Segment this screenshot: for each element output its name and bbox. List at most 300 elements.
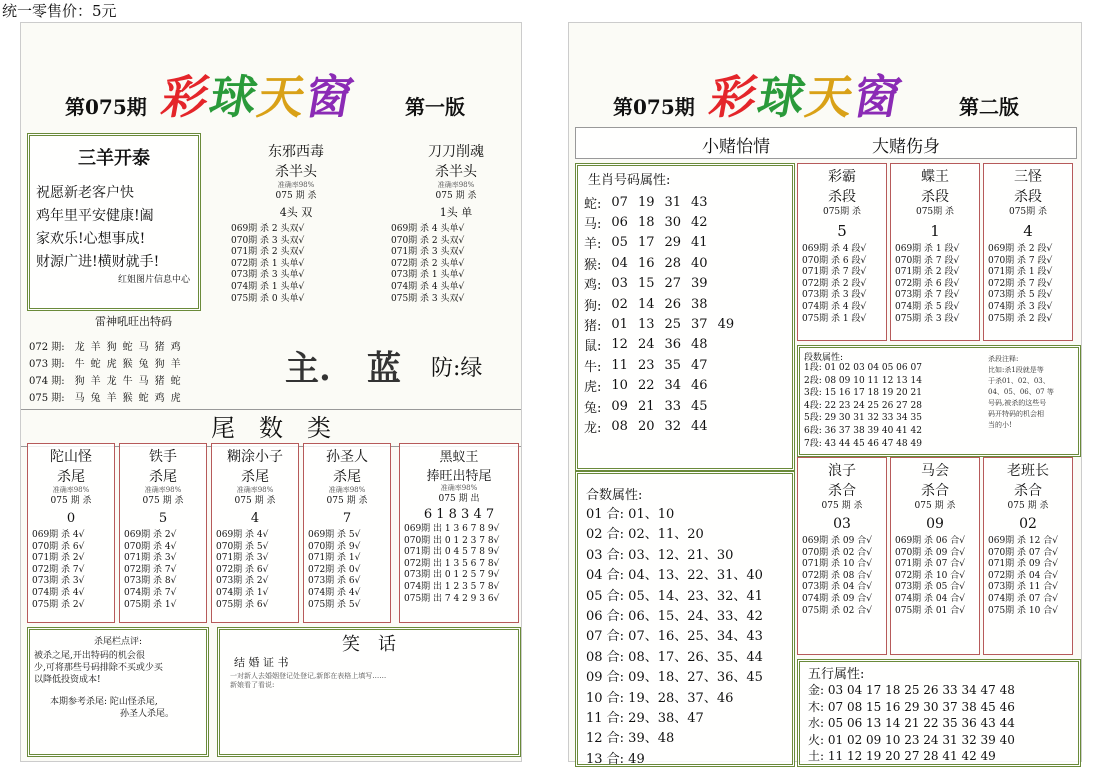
panel-accuracy: 准确率98% [236, 486, 274, 494]
zodiac-row [584, 294, 744, 314]
zodiac-cell: 鼠: [584, 339, 602, 355]
zodiac-cell: 羊: [584, 237, 602, 253]
history-row: 072期 杀 6√ [216, 564, 269, 575]
segment-note [988, 354, 1074, 431]
note-line: 码开特码的机会相 [988, 410, 1044, 418]
history-row: 071期 杀 3 头双√ [391, 247, 465, 258]
panel-name: 糊涂小子 [227, 449, 283, 465]
greeting-line: 财源广进!横财就手! [36, 254, 160, 270]
panel-accuracy: 准确率98% [52, 486, 90, 494]
history-row: 071期 杀 7 段√ [802, 267, 867, 278]
panel-prediction: 0 [66, 511, 76, 526]
history-row: 070期 杀 4√ [124, 541, 177, 552]
wuxing-row: 土: 11 12 19 20 27 28 41 42 49 [808, 749, 996, 763]
kdr-head: 075 期 杀 [435, 191, 477, 201]
kdr-name: 刀刀削魂 [428, 144, 484, 160]
zodiac-cell: 48 [691, 337, 708, 353]
zodiac-cell: 44 [691, 418, 708, 434]
ksl-accuracy: 准确率98% [277, 181, 315, 189]
thunder-cell: 虎 [170, 393, 181, 404]
comment-line: 以降低投资成本! [34, 675, 101, 685]
panel-accuracy: 准确率98% [144, 486, 182, 494]
history-row: 075期 杀 10 合√ [988, 605, 1058, 616]
history-row: 072期 出 1 3 5 6 7 8√ [404, 558, 500, 569]
wuxing-row: 火: 01 02 09 10 23 24 31 32 39 40 [808, 732, 1015, 747]
zodiac-cell: 猴: [584, 257, 602, 273]
panel-prediction: 02 [1019, 516, 1037, 532]
zodiac-cell [718, 396, 745, 416]
zodiac-cell: 49 [717, 317, 735, 333]
history-row: 069期 杀 5√ [308, 530, 361, 540]
segment-row: 1段: 01 02 03 04 05 06 07 [804, 363, 922, 373]
guard-color: 防:绿 [431, 356, 483, 381]
history-row: 074期 杀 4 头单√ [391, 281, 465, 292]
he-row: 06 合: 06、15、24、33、42 [586, 609, 763, 625]
history-row: 071期 杀 1√ [308, 553, 361, 564]
he-row: 07 合: 07、16、25、34、43 [586, 629, 763, 645]
history-row: 075期 杀 02 合√ [802, 605, 872, 616]
panel-history [304, 530, 390, 611]
history-row: 070期 杀 7 段√ [895, 255, 960, 266]
panel-type: 杀合 [921, 483, 949, 499]
zodiac-cell: 18 [637, 215, 655, 231]
zodiac-cell: 16 [637, 255, 655, 271]
thunder-row [29, 337, 187, 354]
panel-type: 杀尾 [241, 469, 269, 485]
he-row: 05 合: 05、14、23、32、41 [586, 588, 763, 604]
history-row: 070期 杀 6 段√ [802, 255, 867, 266]
history-row: 070期 杀 09 合√ [895, 547, 965, 558]
greeting-line: 家欢乐!心想事成! [36, 231, 146, 247]
history-row: 074期 杀 07 合√ [988, 593, 1058, 604]
thunder-cell: 狗 [74, 376, 85, 387]
zodiac-row [584, 314, 744, 334]
comment-line: 被杀之尾,开出特码的机会很 [34, 651, 145, 661]
history-row: 071期 杀 3√ [124, 553, 177, 564]
thunder-cell: 073 期: [29, 359, 65, 370]
history-row: 069期 杀 4√ [32, 530, 85, 540]
panel-history [798, 244, 886, 325]
zodiac-row [584, 355, 744, 375]
zodiac-cell: 19 [637, 194, 655, 210]
kill-panel [119, 443, 207, 623]
zodiac-row [584, 335, 744, 355]
segment-row: 2段: 08 09 10 11 12 13 14 [804, 375, 922, 386]
history-row: 075期 杀 2 段√ [988, 313, 1053, 324]
slogan-banner [575, 127, 1077, 159]
zodiac-row [584, 416, 744, 436]
panel-type: 杀段 [921, 189, 949, 205]
wuxing-row: 木: 07 08 15 16 29 30 37 38 45 46 [808, 699, 1015, 714]
thunder-title: 雷神吼旺出特码 [95, 315, 172, 328]
zodiac-cell [718, 294, 745, 314]
history-row: 074期 杀 7√ [124, 587, 177, 598]
zodiac-cell: 38 [691, 296, 708, 312]
panel-name: 彩霸 [828, 169, 856, 185]
history-row: 073期 出 0 1 2 5 7 9√ [404, 570, 500, 581]
thunder-cell: 羊 [90, 342, 101, 353]
panel-prediction: 5 [158, 511, 168, 526]
note-line: 号码,被杀的这些号 [988, 399, 1047, 407]
zodiac-cell: 11 [611, 357, 628, 373]
he-row: 09 合: 09、18、27、36、45 [586, 670, 763, 686]
history-row: 074期 杀 4√ [32, 587, 85, 598]
wuxing-rows [808, 682, 1078, 765]
blackant-history [400, 524, 518, 605]
history-row: 071期 杀 09 合√ [988, 559, 1058, 570]
zodiac-cell: 牛: [584, 359, 602, 375]
greeting-credit: 红姐图片信息中心 [117, 275, 190, 285]
wuxing-box [797, 659, 1081, 767]
history-row: 073期 杀 11 合√ [988, 582, 1058, 593]
segment-row: 4段: 22 23 24 25 26 27 28 [804, 400, 922, 411]
history-row: 074期 杀 4√ [308, 587, 361, 598]
thunder-cell: 兔 [138, 359, 149, 370]
edition-label-right: 第二版 [959, 95, 1019, 119]
zodiac-cell: 43 [691, 194, 708, 210]
panel-type: 杀尾 [57, 469, 85, 485]
panel-head: 075期 杀 [915, 207, 955, 217]
zodiac-row [584, 192, 744, 212]
panel-head: 075期 杀 [822, 207, 862, 217]
blackant-panel [399, 443, 519, 623]
history-row: 075期 杀 6√ [216, 599, 269, 610]
thunder-cell: 蛇 [138, 393, 149, 404]
thunder-cell: 猴 [122, 359, 133, 370]
zodiac-cell: 30 [664, 215, 682, 231]
history-row: 075期 杀 3 头双√ [391, 293, 465, 304]
panel-name: 蝶王 [921, 169, 949, 185]
zodiac-cell: 15 [637, 276, 655, 292]
panel-prediction: 1 [930, 222, 940, 240]
history-row: 073期 杀 04 合√ [802, 582, 872, 593]
panel-accuracy: 准确率98% [328, 486, 366, 494]
panel-history [891, 536, 979, 617]
history-row: 075期 杀 01 合√ [895, 605, 965, 616]
zodiac-cell: 20 [637, 418, 655, 434]
panel-history [28, 530, 114, 611]
panel-name: 陀山怪 [50, 449, 92, 465]
panel-name: 浪子 [828, 463, 856, 479]
joke-title: 笑 话 [342, 634, 396, 655]
thunder-cell: 羊 [90, 376, 101, 387]
panel-type: 杀尾 [149, 469, 177, 485]
thunder-cell: 蛇 [170, 376, 181, 387]
thunder-cell: 龙 [106, 376, 117, 387]
note-line: 于杀01、02、03、 [988, 377, 1050, 385]
he-row: 10 合: 19、28、37、46 [586, 690, 734, 706]
panel-type: 杀段 [828, 189, 856, 205]
thunder-row [29, 388, 187, 405]
zodiac-cell: 36 [664, 337, 682, 353]
thunder-row [29, 354, 187, 371]
note-line: 比如:杀1段就是等 [988, 366, 1044, 374]
kill-panel [303, 443, 391, 623]
thunder-cell: 074 期: [29, 376, 65, 387]
joke-text: 新娘看了看说: [230, 681, 275, 689]
history-row: 074期 出 1 2 3 5 7 8√ [404, 581, 500, 592]
history-row: 074期 杀 04 合√ [895, 593, 965, 604]
panel-prediction: 7 [342, 511, 352, 526]
zodiac-cell [718, 212, 745, 232]
zodiac-cell: 22 [637, 378, 655, 394]
history-row: 071期 杀 3√ [216, 553, 269, 564]
joke-text: 一对新人去婚姻登记处登记,新郎在表格上填写…… [230, 672, 387, 680]
thunder-cell: 马 [74, 393, 85, 404]
history-row: 070期 出 0 1 2 3 7 8√ [404, 535, 500, 546]
segment-info-title: 段数属性: [804, 353, 844, 363]
zodiac-row [584, 212, 744, 232]
panel-type: 杀合 [1014, 483, 1042, 499]
zodiac-cell: 08 [611, 418, 628, 434]
thunder-cell: 羊 [106, 393, 117, 404]
he-row: 12 合: 39、48 [586, 731, 675, 747]
comment-box [27, 627, 209, 757]
thunder-cell: 虎 [106, 359, 117, 370]
thunder-cell: 羊 [170, 359, 181, 370]
history-row: 070期 杀 2 头双√ [391, 235, 465, 246]
panel-prediction: 09 [926, 516, 944, 532]
history-row: 075期 出 7 4 2 9 3 6√ [404, 593, 500, 604]
history-row: 070期 杀 07 合√ [988, 547, 1058, 558]
panel-history [212, 530, 298, 611]
ksl-history [231, 224, 361, 305]
he-row: 04 合: 04、13、22、31、40 [586, 568, 763, 584]
blackant-accuracy: 准确率98% [440, 484, 478, 492]
zodiac-cell: 29 [664, 235, 682, 251]
logo-char: 球 [205, 70, 264, 124]
he-row: 02 合: 02、11、20 [586, 527, 704, 543]
zodiac-cell: 24 [637, 337, 655, 353]
history-row: 072期 杀 2 段√ [802, 278, 867, 289]
panel-prediction: 4 [1023, 222, 1033, 240]
zodiac-cell: 10 [611, 378, 628, 394]
history-row: 071期 杀 07 合√ [895, 559, 965, 570]
page-two [568, 22, 1082, 767]
history-row: 074期 杀 1 头单√ [231, 281, 305, 292]
kill-panel [983, 457, 1073, 655]
panel-type: 杀尾 [333, 469, 361, 485]
thunder-cell: 鸡 [154, 393, 165, 404]
zodiac-cell: 12 [611, 337, 628, 353]
history-row: 072期 杀 6 段√ [895, 278, 960, 289]
blackant-name: 黑蚁王 [439, 450, 479, 465]
history-row: 072期 杀 7√ [32, 564, 85, 575]
zodiac-cell: 龙: [584, 420, 602, 436]
zodiac-cell: 33 [664, 398, 682, 414]
panel-prediction: 4 [250, 511, 260, 526]
zodiac-cell: 27 [664, 276, 682, 292]
zodiac-cell: 21 [637, 398, 655, 414]
zodiac-cell: 虎: [584, 380, 602, 396]
history-row: 073期 杀 3 头单√ [231, 270, 305, 281]
zodiac-cell: 狗: [584, 298, 602, 314]
zodiac-cell: 41 [691, 235, 708, 251]
kill-panel [890, 457, 980, 655]
ksl-prediction: 4头 双 [279, 206, 313, 219]
thunder-cell: 牛 [122, 376, 133, 387]
panel-prediction: 03 [833, 516, 851, 532]
zodiac-row [584, 396, 744, 416]
joke-box [217, 627, 521, 757]
history-row: 075期 杀 1√ [124, 599, 177, 610]
comment-ref: 孙圣人杀尾。 [120, 709, 175, 719]
zodiac-cell: 45 [691, 398, 708, 414]
thunder-cell: 狗 [106, 342, 117, 353]
zodiac-cell: 09 [611, 398, 628, 414]
kill-panel [983, 163, 1073, 341]
tail-section-header [21, 409, 521, 447]
he-row: 08 合: 08、17、26、35、44 [586, 649, 763, 665]
history-row: 069期 杀 2 段√ [988, 244, 1053, 254]
history-row: 073期 杀 3√ [32, 576, 85, 587]
history-row: 073期 杀 05 合√ [895, 582, 965, 593]
history-row: 069期 杀 09 合√ [802, 536, 872, 546]
he-rows [586, 505, 792, 770]
zodiac-cell: 蛇: [584, 196, 602, 212]
panel-name: 老班长 [1007, 463, 1049, 479]
panel-head: 075期 杀 [1008, 207, 1048, 217]
history-row: 071期 杀 10 合√ [802, 559, 872, 570]
zodiac-cell: 28 [664, 255, 682, 271]
kill-panel [797, 163, 887, 341]
segment-info-box [797, 345, 1081, 457]
zodiac-cell: 34 [664, 378, 682, 394]
wuxing-row: 金: 03 04 17 18 25 26 33 34 47 48 [808, 683, 1015, 697]
he-row: 11 合: 29、38、47 [586, 711, 704, 727]
history-row: 072期 杀 7√ [124, 564, 177, 575]
history-row: 075期 杀 3 段√ [895, 313, 960, 324]
kill-panel [890, 163, 980, 341]
ksl-type: 杀半头 [275, 164, 317, 180]
history-row: 072期 杀 2 头单√ [391, 258, 465, 269]
zodiac-cell: 兔: [584, 400, 602, 416]
history-row: 070期 杀 3 头双√ [231, 235, 305, 246]
panel-history [891, 244, 979, 325]
thunder-cell: 075 期: [29, 393, 65, 404]
logo-char: 球 [753, 70, 812, 124]
greeting-line: 鸡年里平安健康!阖 [36, 208, 154, 224]
history-row: 069期 杀 12 合√ [988, 536, 1058, 546]
logo-right [705, 61, 908, 127]
he-row: 03 合: 03、12、21、30 [586, 547, 734, 563]
zodiac-cell [718, 355, 745, 375]
segment-info-rows [804, 362, 922, 450]
zodiac-cell: 马: [584, 217, 602, 233]
he-row: 13 合: 49 [586, 751, 645, 767]
history-row: 074期 杀 4 段√ [802, 301, 867, 312]
ksl-head: 075 期 杀 [275, 191, 317, 201]
zodiac-cell: 46 [691, 378, 708, 394]
history-row: 071期 杀 2 头双√ [231, 247, 305, 258]
ksl-panel [231, 141, 361, 305]
panel-head: 075 期 杀 [914, 501, 956, 511]
thunder-cell: 猪 [154, 342, 165, 353]
thunder-table [29, 337, 187, 405]
zodiac-cell: 14 [637, 296, 655, 312]
segment-row: 6段: 36 37 38 39 40 41 42 [804, 425, 922, 436]
zodiac-cell: 13 [637, 317, 655, 333]
zodiac-cell: 40 [691, 255, 708, 271]
comment-ref: 本期参考杀尾: 陀山怪杀尾, [50, 697, 158, 707]
zodiac-row [584, 274, 744, 294]
history-row: 069期 杀 4√ [216, 530, 269, 540]
thunder-cell: 牛 [74, 359, 85, 370]
zodiac-cell: 42 [691, 215, 708, 231]
thunder-cell: 马 [138, 342, 149, 353]
history-row: 069期 杀 06 合√ [895, 536, 965, 546]
issue-number-left: 第075期 [65, 95, 147, 119]
zodiac-cell: 05 [611, 235, 628, 251]
panel-head: 075 期 杀 [50, 496, 92, 506]
history-row: 073期 杀 2√ [216, 576, 269, 587]
panel-name: 铁手 [149, 449, 177, 465]
segment-row: 7段: 43 44 45 46 47 48 49 [804, 438, 922, 449]
issue-number-right: 第075期 [613, 95, 695, 119]
kdr-panel [391, 141, 521, 305]
history-row: 070期 杀 02 合√ [802, 547, 872, 558]
ksl-name: 东邪西毒 [268, 144, 324, 160]
kill-panel [27, 443, 115, 623]
zodiac-cell [718, 192, 745, 212]
greeting-line: 祝愿新老客户快 [36, 185, 134, 201]
zodiac-cell: 37 [691, 317, 708, 333]
kdr-history [391, 224, 521, 305]
history-row: 072期 杀 7 段√ [988, 278, 1053, 289]
thunder-cell: 狗 [154, 359, 165, 370]
history-row: 073期 杀 8√ [124, 576, 177, 587]
logo-left [157, 61, 360, 127]
thunder-cell: 072 期: [29, 342, 65, 353]
logo-char: 窗 [301, 70, 360, 124]
history-row: 072期 杀 04 合√ [988, 570, 1058, 581]
panel-name: 三怪 [1014, 169, 1042, 185]
history-row: 072期 杀 08 合√ [802, 570, 872, 581]
thunder-cell: 马 [138, 376, 149, 387]
zodiac-table [584, 192, 744, 437]
history-row: 071期 杀 2√ [32, 553, 85, 564]
history-row: 069期 出 1 3 6 7 8 9√ [404, 524, 500, 534]
thunder-row [29, 371, 187, 388]
history-row: 073期 杀 5 段√ [988, 290, 1053, 301]
zodiac-box [575, 163, 795, 471]
zodiac-cell: 02 [611, 296, 628, 312]
history-row: 075期 杀 5√ [308, 599, 361, 610]
note-line: 当的小! [988, 421, 1012, 429]
zodiac-cell: 07 [611, 194, 628, 210]
zodiac-cell: 06 [611, 215, 628, 231]
history-row: 073期 杀 6√ [308, 576, 361, 587]
zodiac-cell: 01 [611, 317, 628, 333]
thunder-cell: 猴 [122, 393, 133, 404]
panel-history [984, 244, 1072, 325]
joke-subtitle: 结 婚 证 书 [234, 656, 289, 669]
history-row: 072期 杀 0√ [308, 564, 361, 575]
history-row: 069期 杀 4 段√ [802, 244, 867, 254]
zodiac-cell [718, 253, 745, 273]
page-one [20, 22, 522, 762]
history-row: 069期 杀 4 头单√ [391, 224, 465, 234]
thunder-cell: 蛇 [90, 359, 101, 370]
panel-prediction: 5 [837, 222, 847, 240]
zodiac-cell [718, 335, 745, 355]
kdr-prediction: 1头 单 [439, 206, 473, 219]
thunder-cell: 兔 [90, 393, 101, 404]
zodiac-row [584, 253, 744, 273]
history-row: 075期 杀 2√ [32, 599, 85, 610]
tail-section-title: 尾 数 类 [211, 414, 331, 442]
slogan-right: 大赌伤身 [872, 137, 940, 157]
